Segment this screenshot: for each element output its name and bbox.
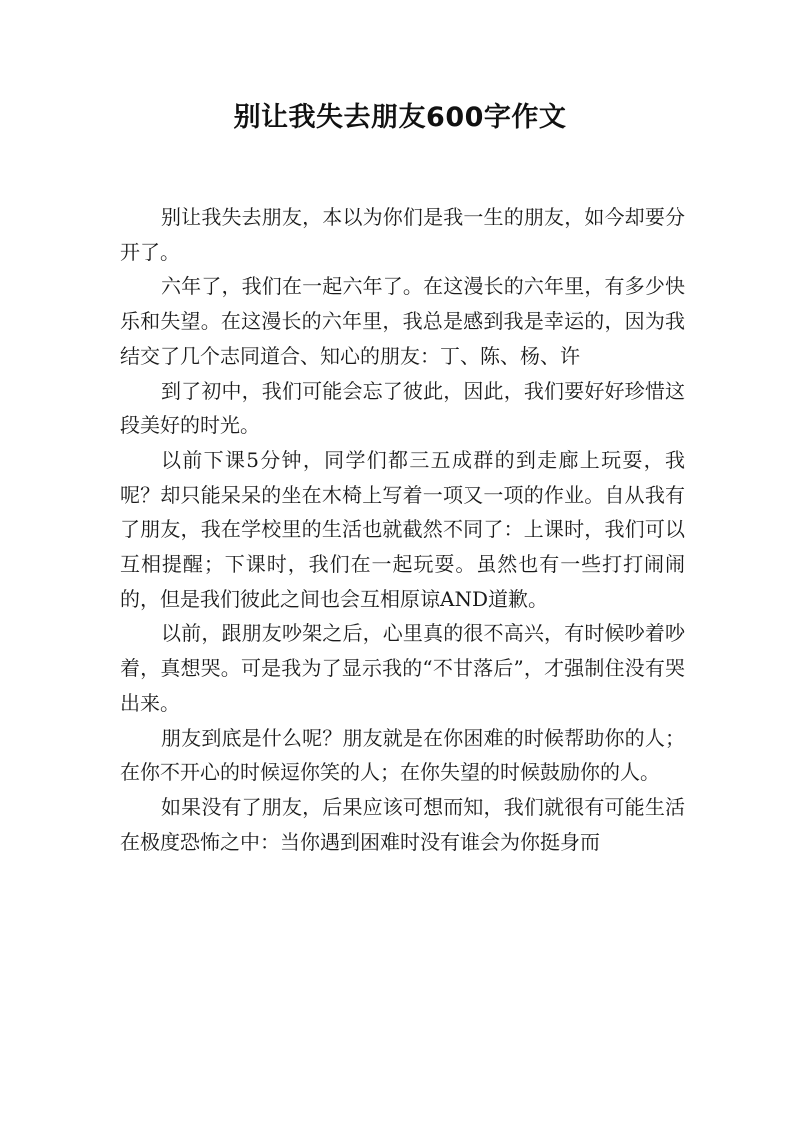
paragraph: 别让我失去朋友，本以为你们是我一生的朋友，如今却要分开了。	[120, 205, 685, 264]
paragraph: 以前下课5分钟，同学们都三五成群的到走廊上玩耍，我呢？却只能呆呆的坐在木椅上写着一项又一项的作业。自从我有了朋友，我在学校里的生活也就截然不同了：上课时，我们可以互相提醒；下课时，我们在一起玩耍。虽然也有一些打打闹闹的，但是我们彼此之间也会互相原谅AND道歉。	[120, 447, 685, 611]
document-body	[120, 200, 685, 859]
paragraph: 如果没有了朋友，后果应该可想而知，我们就很有可能生活在极度恐怖之中：当你遇到困难时没有谁会为你挺身而	[120, 794, 685, 854]
document-title: 别让我失去朋友600字作文	[233, 102, 567, 133]
paragraph: 朋友到底是什么呢？朋友就是在你困难的时候帮助你的人；在你不开心的时候逗你笑的人；在你失望的时候鼓励你的人。	[120, 725, 685, 785]
paragraph: 以前，跟朋友吵架之后，心里真的很不高兴，有时候吵着吵着，真想哭。可是我为了显示我的“不甘落后”，才强制住没有哭出来。	[120, 621, 685, 715]
paragraph: 六年了，我们在一起六年了。在这漫长的六年里，有多少快乐和失望。在这漫长的六年里，我总是感到我是幸运的，因为我结交了几个志同道合、知心的朋友：丁、陈、杨、许	[120, 274, 685, 368]
paragraph: 到了初中，我们可能会忘了彼此，因此，我们要好好珍惜这段美好的时光。	[120, 378, 685, 438]
